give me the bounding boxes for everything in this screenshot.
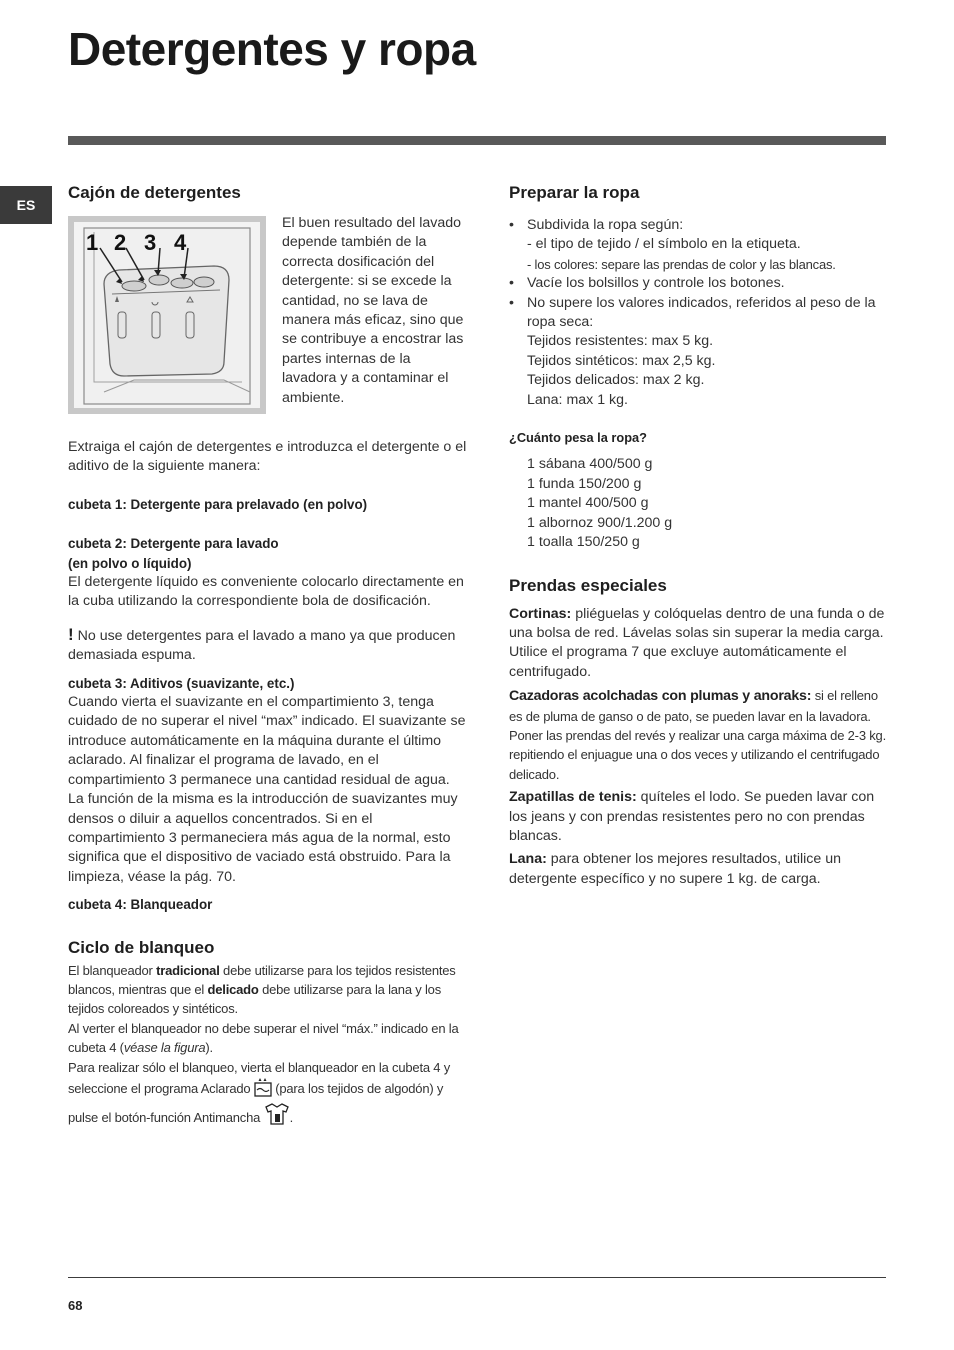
special-item-wool: Lana: para obtener los mejores resultados, utilice un detergente específico y no supere 1 kg. de carga. [509,851,841,887]
figure-label-2: 2 [114,230,127,255]
figure-label-1: 1 [86,230,99,255]
cubeta-2-subtitle: (en polvo o líquido) [68,555,192,571]
page-title: Detergentes y ropa [68,23,476,75]
figure-label-3: 3 [144,230,157,255]
drawer-section [68,216,468,420]
language-tab: ES [0,186,52,224]
prepare-heading: Preparar la ropa [509,183,640,202]
right-column [509,180,889,889]
warning-note [68,625,468,666]
list-item: 1 albornoz 900/1.200 g [527,514,673,531]
title-rule [68,136,886,145]
bleach-paragraph-1: El blanqueador tradicional debe utilizarse para los tejidos resistentes blancos, mientras que el delicado debe utilizarse para la lana y los tejidos coloreados y sintéticos. [68,962,456,1017]
extract-text: Extraiga el cajón de detergentes e introduzca el detergente o el aditivo de la siguiente manera: [68,439,467,475]
cubeta-1: cubeta 1: Detergente para prelavado (en polvo) [68,496,368,512]
detergent-drawer-illustration [68,216,266,414]
prepare-list [509,216,889,410]
cubeta-3: cubeta 3: Aditivos (suavizante, etc.) [68,675,295,691]
special-item-sneakers: Zapatillas de tenis: quíteles el lodo. Se pueden lavar con los jeans y con prendas resistentes pero no con prendas blancas. [509,789,875,844]
list-item: 1 mantel 400/500 g [527,495,649,512]
list-item: • Subdivida la ropa según: - el tipo de tejido / el símbolo en la etiqueta. - los colores: separe las prendas de color y las blancas. [509,216,889,274]
special-item-curtains: Cortinas: pliéguelas y colóquelas dentro de una funda o de una bolsa de red. Lávelas solas sin superar la media carga. Utilice el programa 7 que excluye automáticamente el centrifugado. [509,605,885,680]
warning-text: No use detergentes para el lavado a mano ya que producen demasiada espuma. [68,627,456,664]
limit-line: Tejidos sintéticos: max 2,5 kg. [527,352,716,369]
list-subitem: - el tipo de tejido / el símbolo en la etiqueta. [527,236,801,253]
limit-line: Lana: max 1 kg. [527,391,628,408]
cubeta-2-title: cubeta 2: Detergente para lavado [68,536,279,552]
rinse-icon [254,1077,272,1102]
cubeta-3-text: Cuando vierta el suavizante en el compartimiento 3, tenga cuidado de no superar el nivel “max” indicado. El suavizante se introduce automáticamente en la máquina durante el último aclarado. Al finalizar el programa de lavado, en el compartimiento 3 permanece una cantidad residual de agua. La función de la misma es la introducción de suavizantes muy densos o diluir a aquellos concentrados. Si en el compartimiento 3 permaneciera más agua de la normal, esto significa que el dispositivo de vaciado está obstruido. Para la limpieza, véase la pág. 70. [68,694,466,885]
drawer-heading: Cajón de detergentes [68,183,241,202]
cubeta-2-text: El detergente líquido es conveniente colocarlo directamente en la cuba utilizando la correspondiente bola de dosificación. [68,574,464,610]
special-heading: Prendas especiales [509,575,667,595]
limit-line: Tejidos delicados: max 2 kg. [527,372,705,389]
page-number: 68 [68,1298,83,1313]
warning-mark: ! [68,624,74,644]
list-subitem: - los colores: separe las prendas de color y las blancas. [527,256,836,272]
list-item: • Vacíe los bolsillos y controle los botones. [509,274,889,293]
anti-stain-icon [264,1102,290,1131]
drawer-intro: El buen resultado del lavado depende también de la correcta dosificación del detergente: si se excede la cantidad, no se lava de manera más eficaz, sino que se contribuye a encostrar las partes internas de la lavadora y a contaminar el ambiente. [282,216,464,406]
list-item: 1 funda 150/200 g [527,475,642,492]
bleach-paragraph-2: Al verter el blanqueador no debe superar el nivel “máx.” indicado en la cubeta 4 (véase la figura). [68,1020,459,1056]
list-item: 1 sábana 400/500 g [527,456,653,473]
limit-line: Tejidos resistentes: max 5 kg. [527,333,714,350]
figure-label-4: 4 [174,230,187,255]
drawer-drawing [74,222,260,408]
weigh-heading: ¿Cuánto pesa la ropa? [509,430,647,446]
weights-list [509,455,889,552]
cubeta-4: cubeta 4: Blanqueador [68,897,213,913]
list-item: • No supere los valores indicados, referidos al peso de la ropa seca: Tejidos resistentes: max 5 kg. Tejidos sintéticos: max 2,5 kg. Tejidos delicados: max 2 kg. Lana: max 1 kg. [509,294,889,410]
list-item: 1 toalla 150/250 g [527,534,640,551]
special-item-jackets: Cazadoras acolchadas con plumas y anoraks: si el relleno es de pluma de ganso o de pato, se pueden lavar en la lavadora. Poner las prendas del revés y realizar una carga máxima de 2-3 kg. repitiendo el enjuague una o dos veces y utilizando el centrifugado delicado. [509,688,886,782]
footer-rule [68,1277,886,1278]
bleach-paragraph-3: Para realizar sólo el blanqueo, vierta el blanqueador en la cubeta 4 y seleccione el programa Aclarado (para los tejidos de algodón) y pulse el botón-función Antimancha . [68,1058,468,1132]
left-column [68,180,468,1132]
bleach-heading: Ciclo de blanqueo [68,937,215,957]
